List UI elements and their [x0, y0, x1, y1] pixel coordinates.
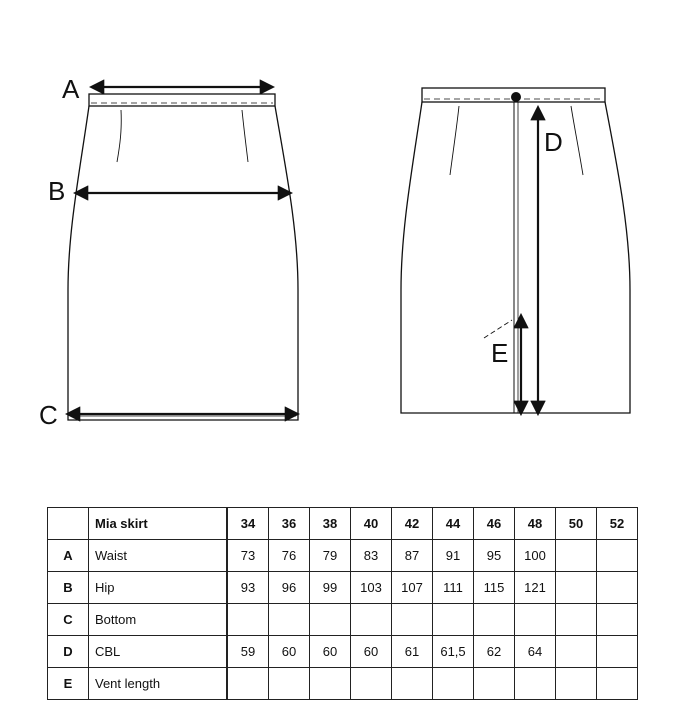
- row-code: A: [48, 540, 89, 572]
- table-cell: [474, 604, 515, 636]
- table-cell: [351, 668, 392, 700]
- table-cell: [310, 604, 351, 636]
- table-row: [48, 604, 638, 636]
- table-cell: 73: [227, 540, 269, 572]
- size-50: 50: [556, 508, 597, 540]
- table-cell: [515, 604, 556, 636]
- vent-fold-mark: [484, 320, 512, 338]
- size-48: 48: [515, 508, 556, 540]
- size-40: 40: [351, 508, 392, 540]
- table-cell: 87: [392, 540, 433, 572]
- table-cell: 83: [351, 540, 392, 572]
- table-cell: [351, 604, 392, 636]
- row-code: E: [48, 668, 89, 700]
- table-cell: [556, 604, 597, 636]
- header-corner: [48, 508, 89, 540]
- table-cell: 100: [515, 540, 556, 572]
- label-e: E: [491, 338, 509, 368]
- table-cell: [597, 540, 638, 572]
- table-cell: 111: [433, 572, 474, 604]
- size-chart-table: [47, 507, 638, 700]
- back-body-outline: [401, 102, 630, 413]
- label-a: A: [62, 74, 80, 104]
- back-view: [401, 88, 630, 413]
- table-cell: 93: [227, 572, 269, 604]
- table-cell: [392, 668, 433, 700]
- size-42: 42: [392, 508, 433, 540]
- front-view: [68, 94, 298, 420]
- back-dart-right: [571, 106, 583, 175]
- size-36: 36: [269, 508, 310, 540]
- table-cell: 96: [269, 572, 310, 604]
- table-cell: [515, 668, 556, 700]
- size-52: 52: [597, 508, 638, 540]
- row-name: Vent length: [89, 668, 228, 700]
- row-name: CBL: [89, 636, 228, 668]
- table-cell: 115: [474, 572, 515, 604]
- table-cell: 59: [227, 636, 269, 668]
- table-cell: [556, 668, 597, 700]
- table-cell: 121: [515, 572, 556, 604]
- table-cell: [474, 668, 515, 700]
- front-dart-left: [117, 110, 121, 162]
- table-row: [48, 572, 638, 604]
- row-code: D: [48, 636, 89, 668]
- waistband-button-icon: [511, 92, 521, 102]
- table-cell: [269, 604, 310, 636]
- table-cell: 91: [433, 540, 474, 572]
- row-name: Hip: [89, 572, 228, 604]
- table-cell: 107: [392, 572, 433, 604]
- label-d: D: [544, 127, 563, 157]
- table-cell: [556, 540, 597, 572]
- table-cell: [556, 572, 597, 604]
- size-46: 46: [474, 508, 515, 540]
- table-row: [48, 636, 638, 668]
- table-cell: [556, 636, 597, 668]
- table-cell: 61: [392, 636, 433, 668]
- table-cell: [227, 668, 269, 700]
- row-name: Bottom: [89, 604, 228, 636]
- label-c: C: [39, 400, 58, 430]
- size-44: 44: [433, 508, 474, 540]
- table-cell: 60: [351, 636, 392, 668]
- table-cell: [597, 668, 638, 700]
- table-cell: 64: [515, 636, 556, 668]
- back-dart-left: [450, 106, 459, 175]
- table-cell: [227, 604, 269, 636]
- table-row: [48, 668, 638, 700]
- table-cell: [433, 668, 474, 700]
- table-cell: [597, 636, 638, 668]
- table-row: [48, 540, 638, 572]
- table-cell: 76: [269, 540, 310, 572]
- front-dart-right: [242, 110, 248, 162]
- table-cell: [597, 572, 638, 604]
- front-body-outline: [68, 106, 298, 420]
- table-title: Mia skirt: [89, 508, 228, 540]
- table-cell: [597, 604, 638, 636]
- row-name: Waist: [89, 540, 228, 572]
- front-waistband: [89, 94, 275, 106]
- label-b: B: [48, 176, 66, 206]
- table-cell: 62: [474, 636, 515, 668]
- table-cell: 99: [310, 572, 351, 604]
- header-row: [48, 508, 638, 540]
- table-cell: 95: [474, 540, 515, 572]
- size-38: 38: [310, 508, 351, 540]
- row-code: C: [48, 604, 89, 636]
- table-cell: [392, 604, 433, 636]
- table-cell: 103: [351, 572, 392, 604]
- table-cell: 60: [310, 636, 351, 668]
- table-cell: [310, 668, 351, 700]
- table-cell: 60: [269, 636, 310, 668]
- table-cell: 79: [310, 540, 351, 572]
- table-cell: [433, 604, 474, 636]
- table-cell: [269, 668, 310, 700]
- size-34: 34: [227, 508, 269, 540]
- table-cell: 61,5: [433, 636, 474, 668]
- row-code: B: [48, 572, 89, 604]
